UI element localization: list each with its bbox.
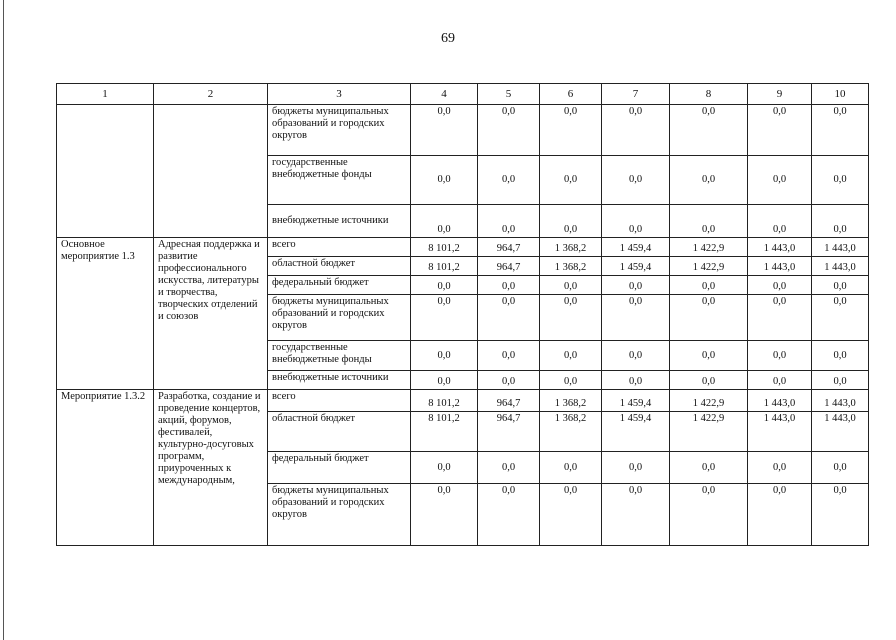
value-cell: 0,0 <box>411 276 478 295</box>
value-cell: 0,0 <box>670 452 748 484</box>
source-cell: внебюджетные источники <box>268 371 411 390</box>
value-cell: 1 422,9 <box>670 390 748 412</box>
value-cell: 0,0 <box>411 484 478 546</box>
source-cell: областной бюджет <box>268 257 411 276</box>
source-cell: всего <box>268 238 411 257</box>
column-header: 3 <box>268 84 411 105</box>
value-cell: 0,0 <box>540 156 602 205</box>
value-cell: 0,0 <box>540 371 602 390</box>
header-row <box>57 84 869 105</box>
source-cell: бюджеты муниципальных образований и городских округов <box>268 295 411 341</box>
column-header: 8 <box>670 84 748 105</box>
value-cell: 1 459,4 <box>602 412 670 452</box>
column-header: 7 <box>602 84 670 105</box>
empty-cell <box>154 105 268 238</box>
table-row <box>57 238 869 257</box>
value-cell: 0,0 <box>748 205 812 238</box>
value-cell: 1 422,9 <box>670 238 748 257</box>
value-cell: 964,7 <box>478 390 540 412</box>
source-cell: внебюджетные источники <box>268 205 411 238</box>
value-cell: 0,0 <box>602 105 670 156</box>
activity-code: Основное мероприятие 1.3 <box>57 238 154 390</box>
value-cell: 0,0 <box>478 205 540 238</box>
source-cell: всего <box>268 390 411 412</box>
value-cell: 1 443,0 <box>748 257 812 276</box>
value-cell: 1 443,0 <box>812 390 869 412</box>
value-cell: 8 101,2 <box>411 390 478 412</box>
value-cell: 0,0 <box>602 484 670 546</box>
value-cell: 0,0 <box>812 295 869 341</box>
value-cell: 0,0 <box>411 156 478 205</box>
value-cell: 0,0 <box>411 371 478 390</box>
source-cell: государственные внебюджетные фонды <box>268 156 411 205</box>
value-cell: 1 422,9 <box>670 412 748 452</box>
activity-name: Разработка, создание и проведение концертов, акций, форумов, фестивалей, культурно-досуговых программ, приуроченных к международным, <box>154 390 268 546</box>
value-cell: 1 422,9 <box>670 257 748 276</box>
value-cell: 0,0 <box>478 295 540 341</box>
value-cell: 0,0 <box>478 484 540 546</box>
value-cell: 1 368,2 <box>540 412 602 452</box>
value-cell: 1 459,4 <box>602 257 670 276</box>
value-cell: 0,0 <box>602 341 670 371</box>
value-cell: 0,0 <box>478 105 540 156</box>
source-cell: федеральный бюджет <box>268 276 411 295</box>
value-cell: 0,0 <box>602 205 670 238</box>
activity-code: Мероприятие 1.3.2 <box>57 390 154 546</box>
value-cell: 1 368,2 <box>540 390 602 412</box>
value-cell: 1 443,0 <box>812 238 869 257</box>
value-cell: 0,0 <box>812 205 869 238</box>
value-cell: 0,0 <box>670 105 748 156</box>
value-cell: 1 443,0 <box>748 412 812 452</box>
source-cell: государственные внебюджетные фонды <box>268 341 411 371</box>
column-header: 1 <box>57 84 154 105</box>
column-header: 4 <box>411 84 478 105</box>
value-cell: 0,0 <box>540 452 602 484</box>
value-cell: 0,0 <box>670 484 748 546</box>
value-cell: 0,0 <box>478 341 540 371</box>
source-cell: областной бюджет <box>268 412 411 452</box>
budget-table <box>56 83 869 546</box>
source-cell: федеральный бюджет <box>268 452 411 484</box>
table-row <box>57 105 869 156</box>
value-cell: 0,0 <box>540 295 602 341</box>
value-cell: 8 101,2 <box>411 238 478 257</box>
value-cell: 0,0 <box>478 371 540 390</box>
value-cell: 1 368,2 <box>540 238 602 257</box>
column-header: 5 <box>478 84 540 105</box>
value-cell: 0,0 <box>670 205 748 238</box>
value-cell: 1 443,0 <box>748 238 812 257</box>
value-cell: 0,0 <box>748 371 812 390</box>
value-cell: 0,0 <box>812 341 869 371</box>
value-cell: 0,0 <box>540 105 602 156</box>
source-cell: бюджеты муниципальных образований и городских округов <box>268 105 411 156</box>
value-cell: 0,0 <box>670 276 748 295</box>
value-cell: 8 101,2 <box>411 257 478 276</box>
value-cell: 0,0 <box>411 105 478 156</box>
column-header: 2 <box>154 84 268 105</box>
value-cell: 0,0 <box>812 105 869 156</box>
value-cell: 964,7 <box>478 238 540 257</box>
value-cell: 0,0 <box>478 452 540 484</box>
activity-name: Адресная поддержка и развитие профессионального искусства, литературы и творчества, творческих отделений и союзов <box>154 238 268 390</box>
value-cell: 0,0 <box>478 156 540 205</box>
value-cell: 0,0 <box>411 341 478 371</box>
value-cell: 0,0 <box>540 484 602 546</box>
page-edge-line <box>3 0 4 640</box>
value-cell: 0,0 <box>812 276 869 295</box>
page-number: 69 <box>441 31 455 46</box>
value-cell: 0,0 <box>748 452 812 484</box>
value-cell: 1 368,2 <box>540 257 602 276</box>
empty-cell <box>57 105 154 238</box>
value-cell: 0,0 <box>411 295 478 341</box>
value-cell: 0,0 <box>812 371 869 390</box>
column-header: 9 <box>748 84 812 105</box>
value-cell: 0,0 <box>670 295 748 341</box>
value-cell: 0,0 <box>812 156 869 205</box>
value-cell: 0,0 <box>812 484 869 546</box>
value-cell: 0,0 <box>748 156 812 205</box>
value-cell: 1 443,0 <box>812 257 869 276</box>
value-cell: 0,0 <box>602 276 670 295</box>
value-cell: 0,0 <box>411 205 478 238</box>
table-row <box>57 390 869 412</box>
value-cell: 0,0 <box>602 295 670 341</box>
column-header: 10 <box>812 84 869 105</box>
value-cell: 0,0 <box>748 295 812 341</box>
source-cell: бюджеты муниципальных образований и городских округов <box>268 484 411 546</box>
value-cell: 1 459,4 <box>602 390 670 412</box>
value-cell: 0,0 <box>540 205 602 238</box>
value-cell: 0,0 <box>411 452 478 484</box>
value-cell: 964,7 <box>478 412 540 452</box>
value-cell: 0,0 <box>602 156 670 205</box>
value-cell: 964,7 <box>478 257 540 276</box>
column-header: 6 <box>540 84 602 105</box>
value-cell: 0,0 <box>748 484 812 546</box>
value-cell: 1 459,4 <box>602 238 670 257</box>
value-cell: 0,0 <box>540 276 602 295</box>
value-cell: 0,0 <box>602 452 670 484</box>
value-cell: 0,0 <box>602 371 670 390</box>
value-cell: 0,0 <box>670 371 748 390</box>
value-cell: 0,0 <box>670 341 748 371</box>
value-cell: 0,0 <box>812 452 869 484</box>
value-cell: 0,0 <box>748 341 812 371</box>
value-cell: 0,0 <box>478 276 540 295</box>
value-cell: 1 443,0 <box>748 390 812 412</box>
value-cell: 0,0 <box>748 276 812 295</box>
value-cell: 1 443,0 <box>812 412 869 452</box>
value-cell: 0,0 <box>540 341 602 371</box>
value-cell: 8 101,2 <box>411 412 478 452</box>
value-cell: 0,0 <box>670 156 748 205</box>
value-cell: 0,0 <box>748 105 812 156</box>
